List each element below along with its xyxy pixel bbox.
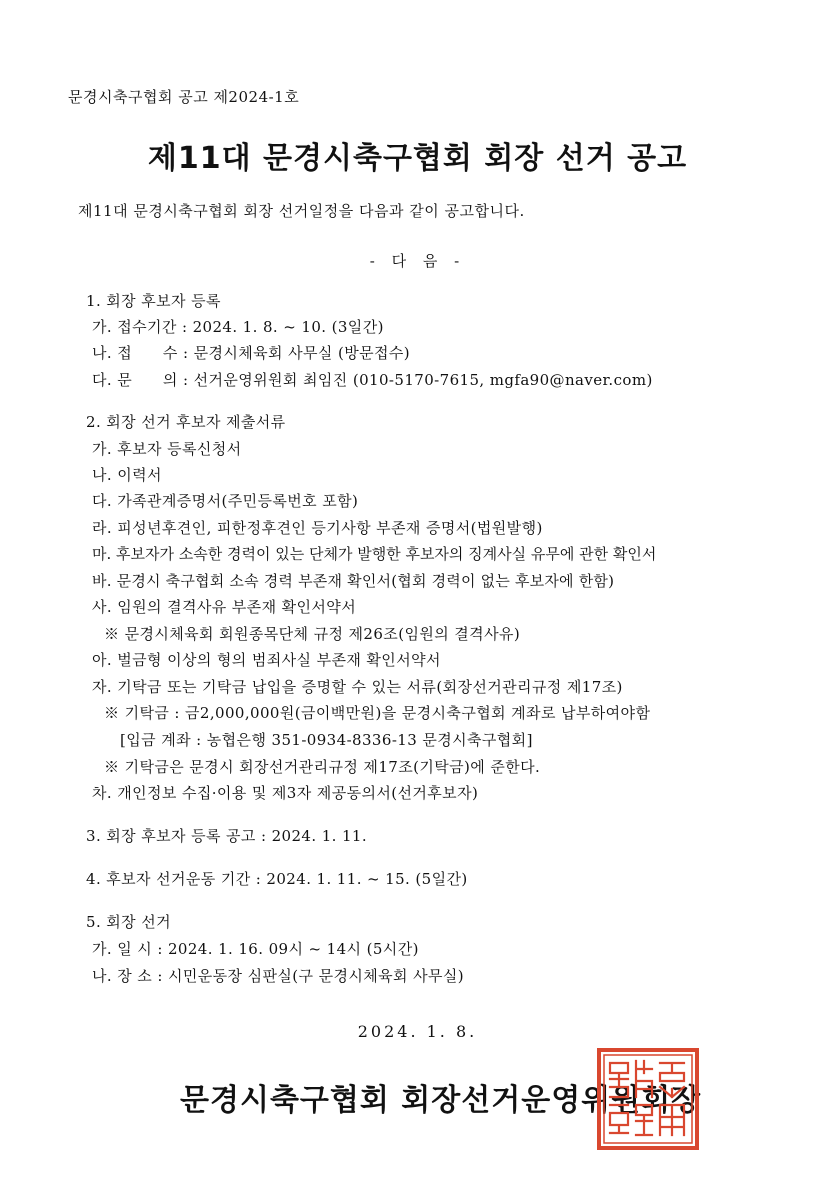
document-title: 제11대 문경시축구협회 회장 선거 공고 (147, 141, 688, 176)
section-2-note-3: ※ 기탁금은 문경시 회장선거관리규정 제17조(기탁금)에 준한다. (104, 758, 541, 776)
section-2-item-5: 마. 후보자가 소속한 경력이 있는 단체가 발행한 후보자의 징계사실 유무에 관한 확인서 (92, 545, 657, 563)
section-3-heading: 3. 회장 후보자 등록 공고 : 2024. 1. 11. (86, 827, 368, 845)
section-2-item-6: 바. 문경시 축구협회 소속 경력 부존재 확인서(협회 경력이 없는 후보자에 한함) (92, 572, 615, 590)
section-4-heading: 4. 후보자 선거운동 기간 : 2024. 1. 11. ~ 15. (5일간) (86, 870, 468, 888)
section-2-item-7: 사. 임원의 결격사유 부존재 확인서약서 (92, 598, 357, 616)
official-seal-icon (596, 1047, 700, 1151)
section-2-heading: 2. 회장 선거 후보자 제출서류 (86, 413, 286, 431)
section-5-item-1: 가. 일 시 : 2024. 1. 16. 09시 ~ 14시 (5시간) (92, 940, 419, 958)
section-2-item-10: 차. 개인정보 수집·이용 및 제3자 제공동의서(선거후보자) (92, 784, 479, 802)
section-1-item-2: 나. 접 수 : 문경시체육회 사무실 (방문접수) (92, 344, 411, 362)
section-5-heading: 5. 회장 선거 (86, 913, 172, 931)
dawm-divider: - 다 음 - (369, 252, 466, 270)
section-2-note-1: ※ 문경시체육회 회원종목단체 규정 제26조(임원의 결격사유) (104, 625, 521, 643)
section-2-item-4: 라. 피성년후견인, 피한정후견인 등기사항 부존재 증명서(법원발행) (92, 519, 543, 537)
section-2-note-2: ※ 기탁금 : 금2,000,000원(금이백만원)을 문경시축구협회 계좌로 납부하여야함 (104, 704, 651, 722)
section-2-item-8: 아. 벌금형 이상의 형의 범죄사실 부존재 확인서약서 (92, 651, 441, 669)
section-2-item-2: 나. 이력서 (92, 466, 162, 484)
section-1-item-3: 다. 문 의 : 선거운영위원회 최임진 (010-5170-7615, mgfa90@naver.com) (92, 371, 653, 389)
section-1-heading: 1. 회장 후보자 등록 (86, 292, 221, 310)
section-2-item-1: 가. 후보자 등록신청서 (92, 440, 242, 458)
section-2-bank-account: [입금 계좌 : 농협은행 351-0934-8336-13 문경시축구협회] (120, 731, 533, 749)
signer-name: 문경시축구협회 회장선거운영위원회장 (180, 1083, 702, 1118)
section-5-item-2: 나. 장 소 : 시민운동장 심판실(구 문경시체육회 사무실) (92, 967, 464, 985)
notice-number: 문경시축구협회 공고 제2024-1호 (68, 88, 300, 106)
intro-text: 제11대 문경시축구협회 회장 선거일정을 다음과 같이 공고합니다. (78, 202, 525, 220)
notice-date: 2024. 1. 8. (357, 1022, 478, 1041)
section-2-item-9: 자. 기탁금 또는 기탁금 납입을 증명할 수 있는 서류(회장선거관리규정 제17조) (92, 678, 623, 696)
section-1-item-1: 가. 접수기간 : 2024. 1. 8. ~ 10. (3일간) (92, 318, 384, 336)
section-2-item-3: 다. 가족관계증명서(주민등록번호 포함) (92, 492, 359, 510)
